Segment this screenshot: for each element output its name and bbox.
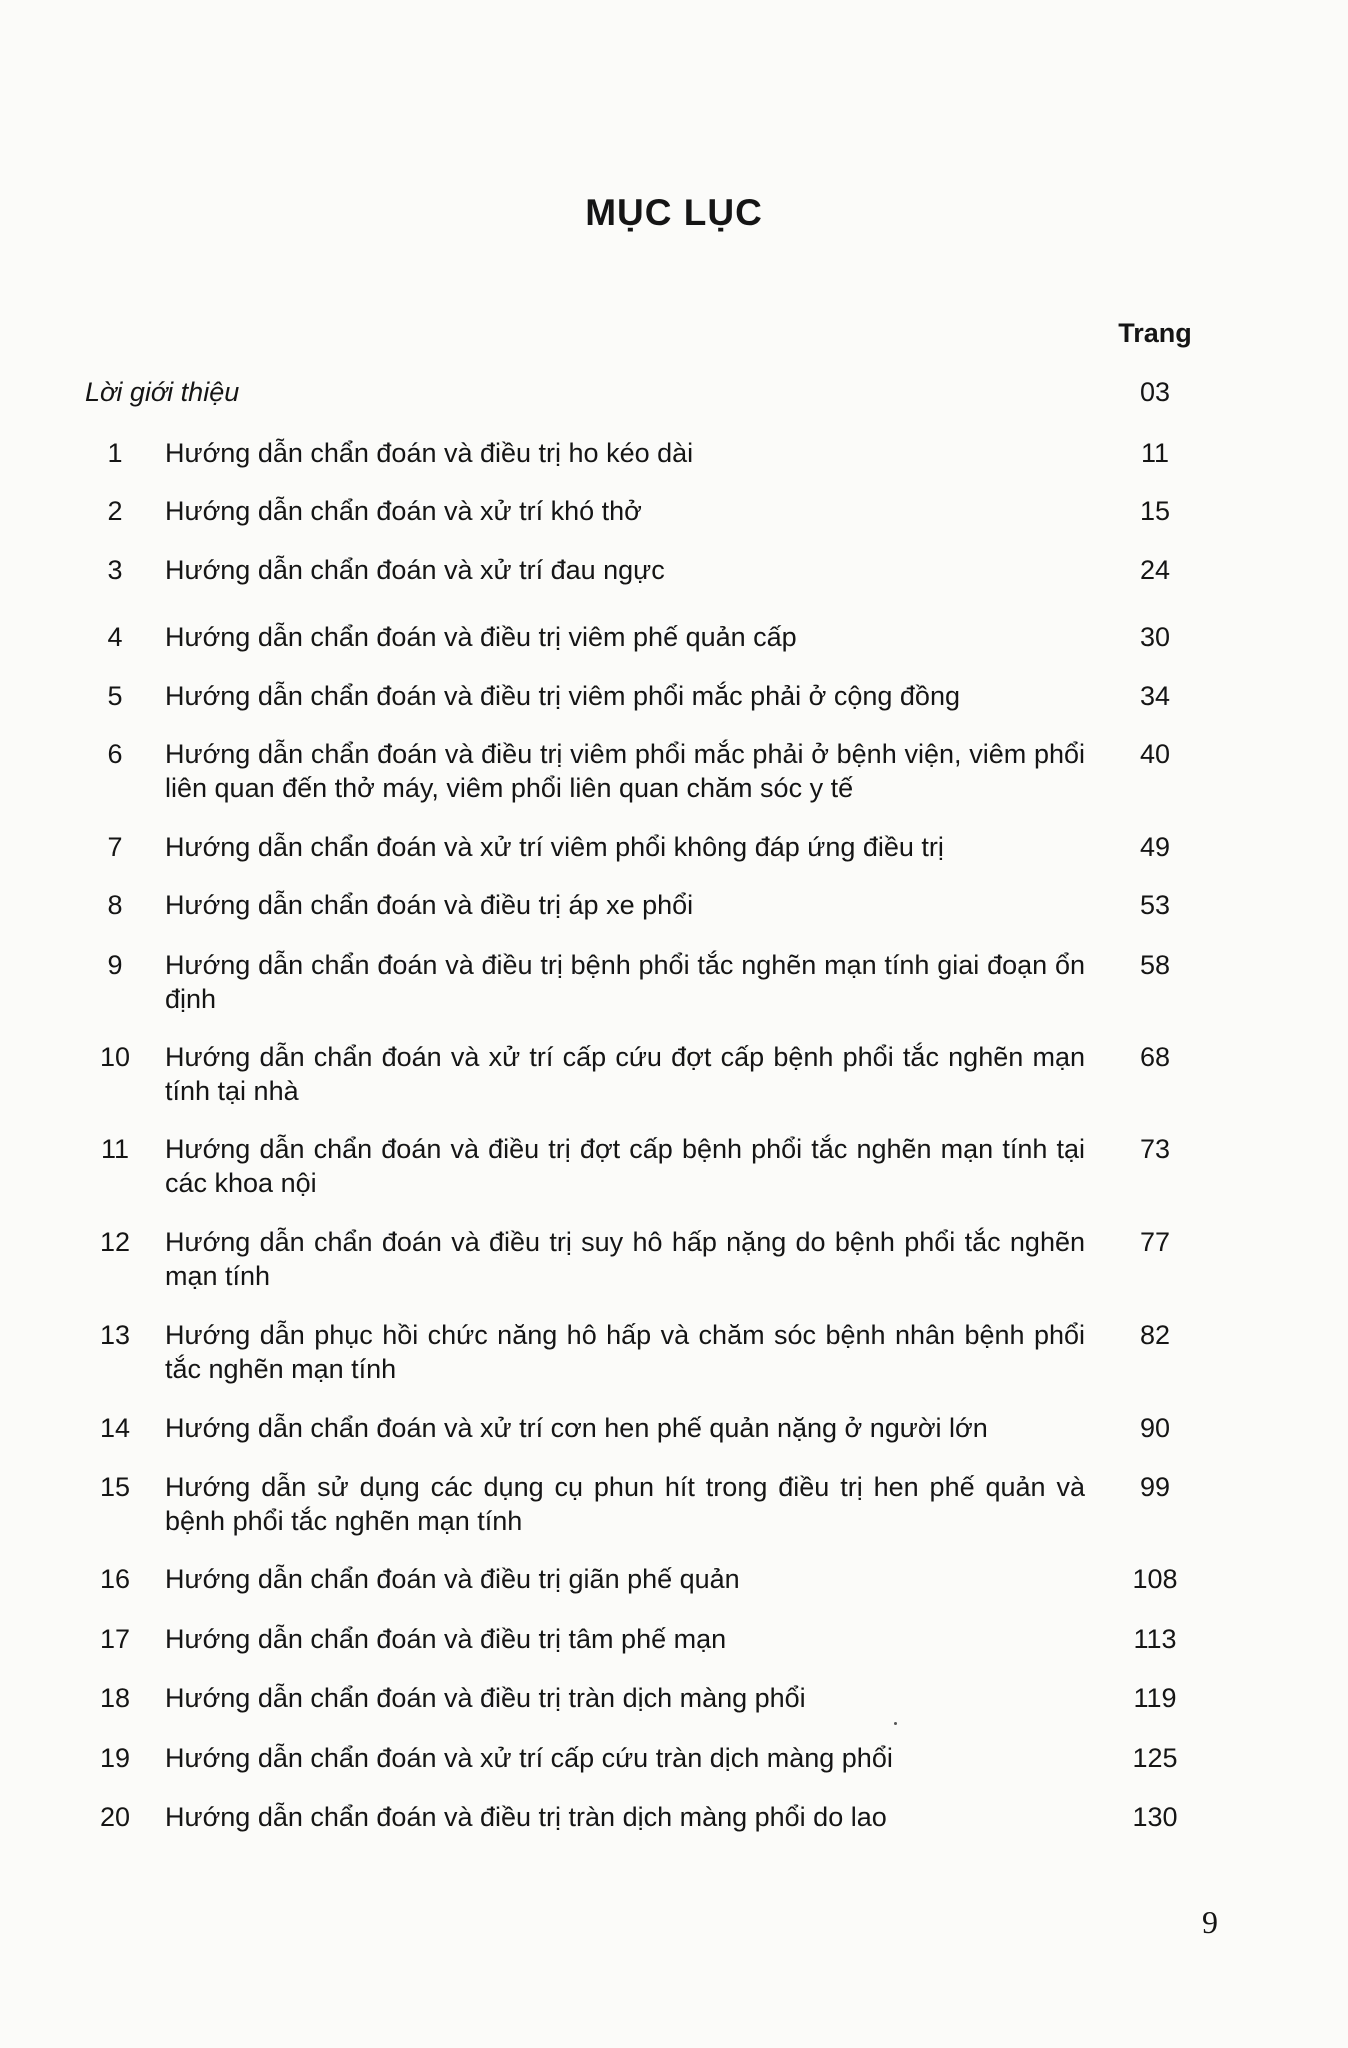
toc-entry-page: 130 (1132, 1802, 1178, 1832)
toc-entry-number: 10 (99, 1042, 131, 1072)
toc-entry-title: Hướng dẫn chẩn đoán và xử trí cấp cứu đợt cấp bệnh phổi tắc nghẽn mạn tính tại nhà (165, 1042, 1085, 1106)
toc-entry-title: Hướng dẫn chẩn đoán và xử trí cấp cứu tràn dịch màng phổi (165, 1743, 893, 1773)
toc-entry-title: Hướng dẫn chẩn đoán và điều trị suy hô hấp nặng do bệnh phổi tắc nghẽn mạn tính (165, 1227, 1085, 1291)
toc-entry-page: 53 (1139, 890, 1171, 920)
toc-entry-number: 9 (107, 950, 123, 980)
toc-entry-number: 7 (107, 832, 123, 862)
toc-entry-number: 5 (107, 681, 123, 711)
toc-entry-page: 108 (1132, 1564, 1178, 1594)
page-title: MỤC LỤC (585, 192, 763, 233)
toc-entry-page: 58 (1139, 950, 1171, 980)
toc-entry-page: 40 (1139, 739, 1171, 769)
toc-entry-page: 24 (1139, 555, 1171, 585)
toc-entry-number: 17 (99, 1624, 131, 1654)
toc-entry-title: Hướng dẫn chẩn đoán và xử trí viêm phổi không đáp ứng điều trị (165, 832, 944, 862)
toc-entry-title: Hướng dẫn chẩn đoán và điều trị bệnh phổi tắc nghẽn mạn tính giai đoạn ổn định (165, 950, 1085, 1014)
toc-entry-page: 68 (1139, 1042, 1171, 1072)
toc-entry-page: 119 (1133, 1683, 1177, 1713)
toc-entry-number: 14 (99, 1413, 131, 1443)
toc-entry-title: Hướng dẫn sử dụng các dụng cụ phun hít trong điều trị hen phế quản và bệnh phổi tắc nghẽn mạn tính (165, 1472, 1085, 1536)
toc-entry-title: Hướng dẫn chẩn đoán và điều trị giãn phế quản (165, 1564, 740, 1594)
toc-entry-title: Hướng dẫn chẩn đoán và điều trị tâm phế mạn (165, 1624, 727, 1654)
toc-entry-page: 15 (1139, 496, 1171, 526)
toc-entry-title: Hướng dẫn chẩn đoán và điều trị áp xe phổi (165, 890, 694, 920)
toc-entry-title: Hướng dẫn chẩn đoán và xử trí đau ngực (165, 555, 665, 585)
toc-entry-number: 18 (99, 1683, 131, 1713)
toc-entry-number: 19 (99, 1743, 131, 1773)
toc-entry-number: 12 (99, 1227, 131, 1257)
toc-entry-title: Hướng dẫn chẩn đoán và điều trị tràn dịch màng phổi do lao (165, 1802, 887, 1832)
page-number: 9 (1202, 1904, 1218, 1940)
toc-entry-title: Hướng dẫn chẩn đoán và điều trị viêm phổi mắc phải ở cộng đồng (165, 681, 960, 711)
toc-entry-title: Hướng dẫn chẩn đoán và điều trị viêm phế quản cấp (165, 622, 797, 652)
toc-entry-title: Hướng dẫn chẩn đoán và điều trị viêm phổi mắc phải ở bệnh viện, viêm phổi liên quan đến thở máy, viêm phổi liên quan chăm sóc y tế (165, 739, 1085, 803)
toc-entry-title: Hướng dẫn chẩn đoán và điều trị ho kéo dài (165, 438, 694, 468)
toc-entry-number: 1 (107, 438, 123, 468)
toc-entry-page: 30 (1139, 622, 1171, 652)
toc-entry-page: 34 (1139, 681, 1171, 711)
toc-entry-title: Hướng dẫn phục hồi chức năng hô hấp và chăm sóc bệnh nhân bệnh phổi tắc nghẽn mạn tính (165, 1320, 1085, 1384)
intro-page-number: 03 (1139, 377, 1171, 407)
toc-entry-number: 11 (100, 1134, 130, 1164)
toc-entry-number: 20 (99, 1802, 131, 1832)
toc-entry-number: 15 (99, 1472, 131, 1502)
toc-entry-title: Hướng dẫn chẩn đoán và xử trí khó thở (165, 496, 642, 526)
toc-entry-page: 73 (1139, 1134, 1171, 1164)
toc-entry-number: 2 (107, 496, 123, 526)
toc-entry-title: Hướng dẫn chẩn đoán và xử trí cơn hen phế quản nặng ở người lớn (165, 1413, 988, 1443)
toc-entry-page: 113 (1133, 1624, 1177, 1654)
toc-entry-page: 82 (1139, 1320, 1171, 1350)
toc-entry-page: 99 (1139, 1472, 1171, 1502)
toc-entry-number: 3 (107, 555, 123, 585)
toc-entry-page: 90 (1139, 1413, 1171, 1443)
toc-entry-number: 6 (107, 739, 123, 769)
toc-entry-page: 125 (1132, 1743, 1178, 1773)
toc-entry-number: 8 (107, 890, 123, 920)
toc-entry-number: 16 (99, 1564, 131, 1594)
toc-entry-page: 77 (1139, 1227, 1171, 1257)
toc-entry-page: 49 (1139, 832, 1171, 862)
toc-entry-number: 4 (107, 622, 123, 652)
toc-entry-number: 13 (99, 1320, 131, 1350)
intro-label: Lời giới thiệu (85, 377, 240, 407)
toc-entry-page: 11 (1140, 438, 1170, 468)
print-speck (894, 1722, 897, 1725)
toc-entry-title: Hướng dẫn chẩn đoán và điều trị đợt cấp bệnh phổi tắc nghẽn mạn tính tại các khoa nội (165, 1134, 1085, 1198)
page-column-header: Trang (1118, 318, 1192, 348)
toc-entry-title: Hướng dẫn chẩn đoán và điều trị tràn dịch màng phổi (165, 1683, 806, 1713)
